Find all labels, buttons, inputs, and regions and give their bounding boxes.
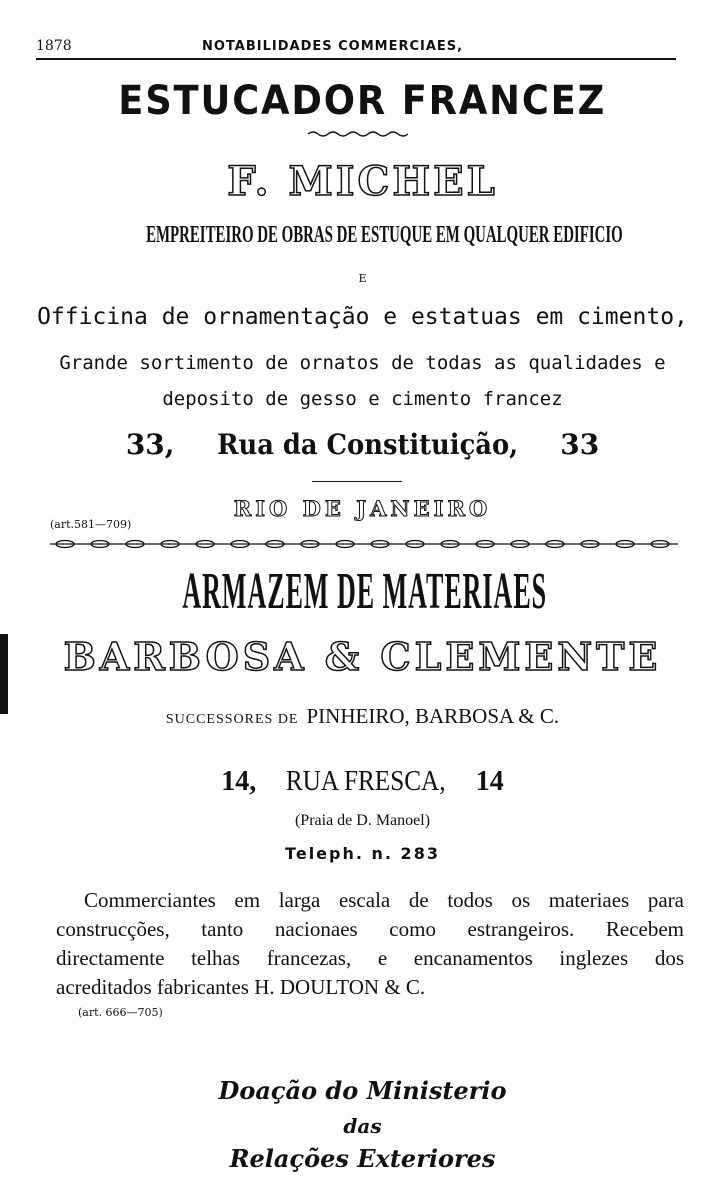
ad2-succ-prefix: SUCCESSORES DE: [165, 712, 299, 727]
ad2-ref: (art. 666—705): [78, 1006, 163, 1019]
ad2-phone: Teleph. n. 283: [285, 844, 440, 863]
scan-edge-mark: [0, 634, 8, 714]
running-header: [36, 36, 676, 60]
stamp-line2: das: [343, 1114, 382, 1138]
ad1-headline: ESTUCADOR FRANCEZ: [118, 78, 607, 124]
ad1-line3: Grande sortimento de ornatos de todas as qualidades e: [59, 352, 666, 374]
ornament-rule: [308, 130, 408, 138]
ad1-address-street: Rua da Constituição,: [216, 428, 518, 461]
ad2-succ-name: PINHEIRO, BARBOSA & C.: [306, 704, 560, 728]
ad2-address-street: RUA FRESCA,: [286, 766, 446, 797]
stamp-line3: Relações Exteriores: [229, 1144, 496, 1173]
ad1-line4: deposito de gesso e cimento francez: [162, 388, 563, 410]
ad1-line1-wrap: [0, 222, 725, 249]
ad1-line2: Officina de ornamentação e estatuas em cimento,: [37, 304, 688, 330]
ad2-address-num2: 14: [475, 766, 504, 797]
ad1-headline-wrap: [0, 78, 725, 124]
ad2-address-num: 14,: [221, 766, 257, 797]
ad1-address-num: 33,: [125, 428, 175, 461]
ad2-paragraph: [56, 886, 684, 1002]
ad2-praia: (Praia de D. Manoel): [294, 812, 431, 829]
header-title: NOTABILIDADES COMMERCIAES,: [202, 39, 464, 54]
ad2-para-line: construcções, tanto nacionaes como estrangeiros. Recebem: [56, 917, 684, 941]
ad2-para-line: Commerciantes em larga escala de todos os materiaes para: [84, 888, 684, 912]
stamp-line1: Doação do Ministerio: [218, 1076, 507, 1105]
ad1-address: [0, 428, 725, 461]
ad1-city: RIO DE JANEIRO: [233, 496, 492, 521]
ad2-para-line: acreditados fabricantes H. DOULTON & C.: [56, 975, 426, 999]
page-year: 1878: [36, 38, 72, 54]
ad2-para-line: directamente telhas francezas, e encanamentos inglezes dos: [56, 946, 684, 970]
ad2-name-wrap: [0, 634, 725, 679]
ad1-line1: EMPREITEIRO DE OBRAS DE ESTUQUE EM QUALQUER EDIFICIO: [146, 222, 623, 248]
ad1-conj: E: [358, 272, 367, 285]
ad1-ref: (art.581—709): [50, 518, 132, 531]
ad2-successors: [0, 704, 725, 729]
ad2-name: BARBOSA & CLEMENTE: [63, 634, 662, 679]
ad2-headline-wrap: [0, 562, 725, 621]
ad1-address-num2: 33: [560, 428, 600, 461]
ad2-headline: ARMAZEM DE MATERIAES: [182, 563, 548, 620]
ad1-name: F. MICHEL: [227, 158, 498, 205]
divider-short: [312, 481, 402, 482]
ad2-address: [0, 766, 725, 798]
chain-divider: [50, 538, 678, 550]
ad1-name-wrap: [0, 158, 725, 205]
